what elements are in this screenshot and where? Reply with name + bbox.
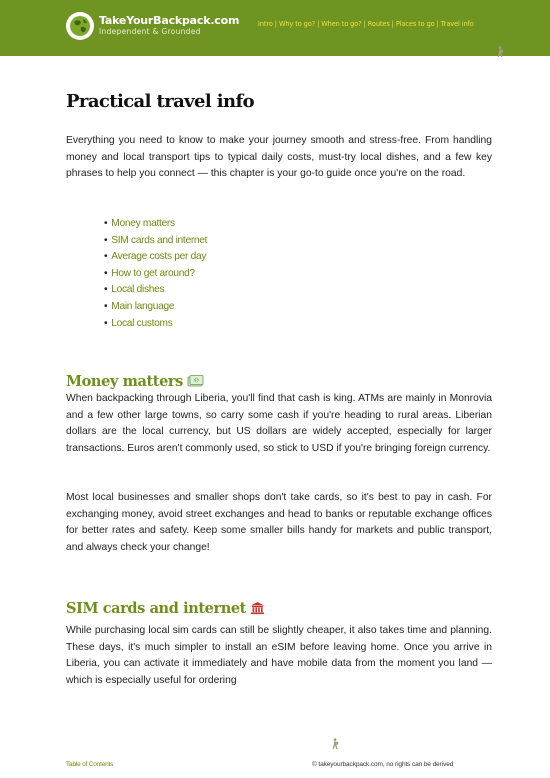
- intro-paragraph: Everything you need to know to make your journey smooth and stress-free. From handling money and local transport tips to typical daily costs, must-try local dishes, and a few key phrases to help you connect — this chapter is your go-to guide once you're on the road.: [66, 135, 492, 179]
- money-paragraph-2: Most local businesses and smaller shops don't take cards, so it's best to pay in cash. For exchanging money, avoid street exchanges and head to banks or reputable exchange offices for better rates and safety. Keep some smaller bills handy for markets and public transport, and always check your change!: [66, 492, 492, 553]
- nav-places-to-go[interactable]: Places to go: [395, 20, 435, 28]
- nav-routes[interactable]: Routes: [367, 20, 390, 28]
- page-title: Practical travel info: [66, 91, 255, 112]
- nav-separator: |: [434, 20, 441, 28]
- money-paragraph-1: When backpacking through Liberia, you'll find that cash is king. ATMs are mainly in Monrovia and a few other large towns, so carry some cash if you're heading to rural areas. Liberian dollars are the local currency, but US dollars are widely accepted, especially for larger transactions. Euros aren't commonly used, so stick to USD if you're bringing foreign currency.: [66, 393, 492, 454]
- nav-separator: |: [361, 20, 368, 28]
- brand-name[interactable]: TakeYourBackpack.com: [99, 14, 240, 27]
- brand-tagline: Independent & Grounded: [99, 27, 201, 36]
- table-of-contents-link[interactable]: Table of Contents: [66, 761, 114, 768]
- bullet: •: [104, 251, 108, 263]
- toc-item-money-matters[interactable]: [104, 216, 207, 233]
- svg-text:$: $: [195, 377, 198, 383]
- chapter-toc: [104, 216, 207, 332]
- sim-paragraph-1: While purchasing local sim cards can still be slightly cheaper, it also takes time and planning. These days, it's much simpler to install an eSIM before leaving home. Once you arrive in Liberia, you can activate it immediately and have mobile data from the moment you land — which is especially useful for ordering: [66, 625, 492, 686]
- toc-link[interactable]: Average costs per day: [111, 251, 207, 263]
- toc-link[interactable]: Local dishes: [111, 284, 165, 296]
- toc-link[interactable]: Money matters: [111, 218, 175, 229]
- section-heading-text: SIM cards and internet: [66, 600, 246, 617]
- site-header: [0, 0, 550, 56]
- toc-item-main-language[interactable]: [104, 299, 207, 316]
- globe-logo-icon[interactable]: [66, 12, 94, 40]
- toc-item-local-dishes[interactable]: [104, 282, 207, 299]
- bullet: •: [104, 284, 108, 296]
- bullet: •: [104, 234, 108, 246]
- nav-intro[interactable]: Intro: [258, 20, 273, 28]
- top-navigation: [258, 20, 474, 28]
- section-heading-text: Money matters: [66, 373, 183, 390]
- bullet: •: [104, 267, 108, 279]
- bullet: •: [104, 218, 108, 229]
- bank-icon: [250, 601, 265, 619]
- nav-separator: |: [272, 20, 279, 28]
- toc-link[interactable]: How to get around?: [111, 267, 195, 279]
- nav-why-to-go[interactable]: Why to go?: [278, 20, 316, 28]
- toc-item-get-around[interactable]: [104, 266, 207, 283]
- nav-separator: |: [315, 20, 322, 28]
- hiker-icon: [330, 737, 340, 755]
- section-heading-sim-cards: [66, 600, 265, 619]
- nav-when-to-go[interactable]: When to go?: [321, 20, 362, 28]
- bullet: •: [104, 317, 108, 329]
- nav-separator: |: [389, 20, 396, 28]
- nav-travel-info[interactable]: Travel info: [440, 20, 474, 28]
- copyright-notice: © takeyourbackpack.com, no rights can be derived: [312, 761, 454, 768]
- toc-link[interactable]: Local customs: [111, 317, 173, 329]
- bullet: •: [104, 300, 108, 312]
- toc-item-average-costs[interactable]: [104, 249, 207, 266]
- money-icon: [187, 375, 204, 392]
- toc-item-sim-cards[interactable]: [104, 233, 207, 250]
- hiker-icon: [495, 45, 505, 63]
- toc-link[interactable]: Main language: [111, 300, 175, 312]
- toc-link[interactable]: SIM cards and internet: [111, 234, 208, 246]
- section-heading-money-matters: [66, 373, 204, 392]
- toc-item-local-customs[interactable]: [104, 316, 207, 333]
